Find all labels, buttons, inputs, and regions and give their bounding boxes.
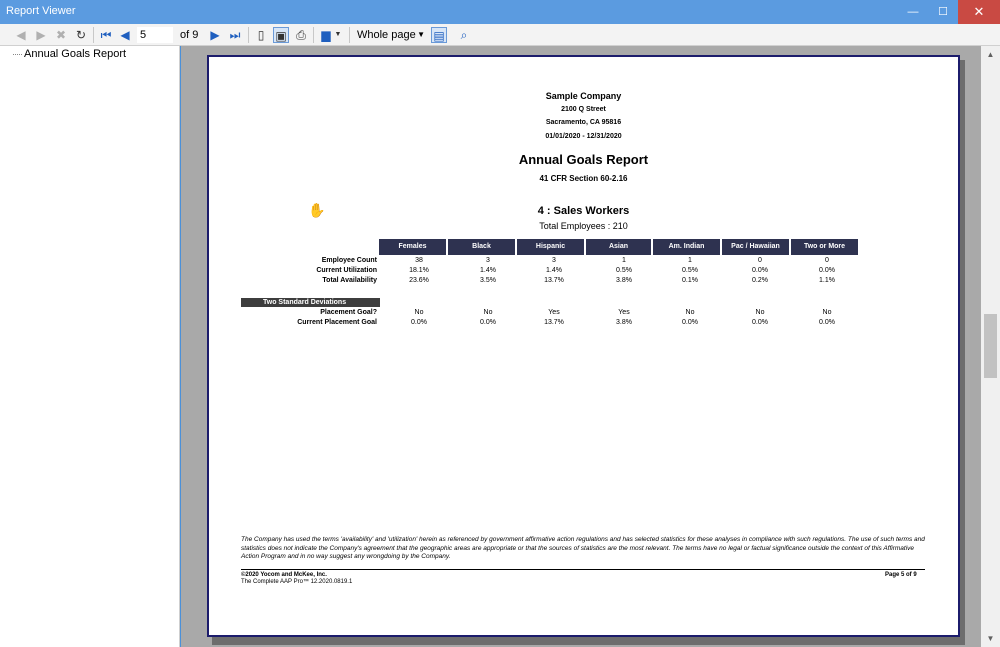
table-cell: 0.0%: [819, 267, 835, 274]
version-text: The Complete AAP Pro™ 12.2020.0819.1: [241, 579, 353, 585]
window-title: Report Viewer: [6, 5, 76, 17]
table-cell: 1.4%: [480, 267, 496, 274]
scrollbar-thumb[interactable]: [984, 314, 997, 378]
export-icon[interactable]: ▆: [321, 28, 331, 42]
table-cell: 0.0%: [411, 319, 427, 326]
table-cell: 0.0%: [682, 319, 698, 326]
table-cell: 0.0%: [480, 319, 496, 326]
maximize-button[interactable]: ☐: [938, 6, 948, 18]
print-layout-icon[interactable]: ▣: [273, 27, 289, 43]
total-employees: Total Employees : 210: [539, 221, 628, 231]
column-header: Pac / Hawaiian: [722, 239, 789, 255]
report-page: [207, 55, 960, 637]
report-viewer-area[interactable]: [181, 46, 981, 647]
report-title: Annual Goals Report: [518, 152, 649, 167]
zoom-select[interactable]: [355, 26, 427, 44]
table-cell: Yes: [548, 309, 560, 316]
column-header: Two or More: [791, 239, 858, 255]
zoom-value: Whole page: [357, 29, 416, 41]
table-cell: 13.7%: [544, 319, 564, 326]
page-number-input[interactable]: [137, 27, 173, 43]
print-icon[interactable]: ⎙: [296, 28, 306, 42]
table-cell: 0.0%: [752, 267, 768, 274]
tree-connector: [13, 54, 22, 55]
export-dropdown-icon[interactable]: ▼: [334, 31, 342, 38]
toolbar: [0, 24, 1000, 46]
table-cell: 3.5%: [480, 277, 496, 284]
table-cell: No: [822, 309, 832, 316]
table-cell: 3.8%: [616, 319, 632, 326]
page-number-label: Page 5 of 9: [885, 572, 917, 578]
back-icon[interactable]: ◀: [16, 28, 26, 42]
copyright-text: ©2020 Yocom and McKee, Inc.: [241, 572, 327, 578]
table-cell: No: [685, 309, 695, 316]
job-group-title: 4 : Sales Workers: [537, 205, 630, 217]
table-cell: 0.2%: [752, 277, 768, 284]
column-header: Females: [379, 239, 446, 255]
table-cell: 1: [622, 257, 626, 264]
date-range: 01/01/2020 - 12/31/2020: [545, 133, 622, 140]
row-label: Placement Goal?: [320, 309, 377, 316]
footer-divider: [241, 569, 925, 570]
table-cell: 3: [552, 257, 556, 264]
column-header: Hispanic: [517, 239, 584, 255]
close-button[interactable]: ✕: [958, 0, 1000, 24]
address-line-1: 2100 Q Street: [561, 106, 606, 113]
vertical-scrollbar[interactable]: [981, 46, 1000, 647]
chevron-down-icon: ▼: [417, 30, 425, 39]
scroll-up-icon[interactable]: ▲: [986, 50, 995, 59]
address-line-2: Sacramento, CA 95816: [545, 119, 622, 126]
table-cell: 0.5%: [682, 267, 698, 274]
page-setup-icon[interactable]: ▤: [431, 27, 447, 43]
table-cell: 0.5%: [616, 267, 632, 274]
table-cell: 1.1%: [819, 277, 835, 284]
table-cell: 23.6%: [409, 277, 429, 284]
column-header: Am. Indian: [653, 239, 720, 255]
disclaimer-text: The Company has used the terms 'availability' and 'utilization' herein as referenced by government affirmative action regulations and has selected statistics for these analyses in compliance with such regulations. The use of such terms and statistics does not indicate the Company's agreement that the geographic areas are appropriate or that the sources of statistics are the most relevant. The terms have no legal or factual significance outside the context of this Affirmative Action Program and in no way suggest any wrongdoing by the Company.: [241, 536, 925, 560]
table-cell: 1: [688, 257, 692, 264]
page-count-label: [180, 29, 198, 41]
table-cell: 38: [415, 257, 423, 264]
report-subtitle: 41 CFR Section 60-2.16: [539, 174, 628, 183]
toolbar-separator: [93, 27, 94, 43]
table-cell: 0.0%: [752, 319, 768, 326]
table-cell: 3.8%: [616, 277, 632, 284]
column-header: Asian: [586, 239, 651, 255]
table-cell: 0.1%: [682, 277, 698, 284]
scroll-down-icon[interactable]: ▼: [986, 634, 995, 643]
previous-page-icon[interactable]: ◀: [120, 28, 130, 42]
table-cell: 0.0%: [819, 319, 835, 326]
tree-item-annual-goals-report[interactable]: Annual Goals Report: [24, 48, 127, 60]
forward-icon[interactable]: ▶: [36, 28, 46, 42]
table-cell: No: [755, 309, 765, 316]
of-label: of: [180, 29, 190, 41]
row-label: Current Placement Goal: [297, 319, 377, 326]
section-header: Two Standard Deviations: [241, 298, 380, 307]
hand-cursor-icon: ✋: [308, 202, 326, 218]
document-map-icon[interactable]: ▯: [257, 28, 265, 42]
table-cell: Yes: [618, 309, 630, 316]
last-page-icon[interactable]: ⏭: [229, 28, 241, 42]
title-bar: [0, 0, 1000, 24]
total-pages: 9: [192, 29, 199, 41]
company-name: Sample Company: [545, 91, 622, 101]
table-cell: 13.7%: [544, 277, 564, 284]
toolbar-separator: [349, 27, 350, 43]
minimize-button[interactable]: —: [907, 6, 919, 18]
row-label: Current Utilization: [316, 267, 377, 274]
table-cell: 0: [825, 257, 829, 264]
stop-icon[interactable]: ✖: [55, 28, 67, 42]
refresh-icon[interactable]: ↻: [75, 28, 87, 42]
column-header: Black: [448, 239, 515, 255]
table-cell: 0: [758, 257, 762, 264]
table-cell: No: [483, 309, 493, 316]
table-cell: 18.1%: [409, 267, 429, 274]
toolbar-separator: [248, 27, 249, 43]
first-page-icon[interactable]: ⏮: [100, 28, 112, 42]
toolbar-separator: [313, 27, 314, 43]
next-page-icon[interactable]: ▶: [210, 28, 220, 42]
table-cell: 1.4%: [546, 267, 562, 274]
table-cell: 3: [486, 257, 490, 264]
table-cell: No: [414, 309, 424, 316]
search-icon[interactable]: ⌕: [460, 28, 468, 42]
document-map: [0, 46, 180, 647]
row-label: Total Availability: [322, 277, 377, 284]
row-label: Employee Count: [321, 257, 377, 264]
